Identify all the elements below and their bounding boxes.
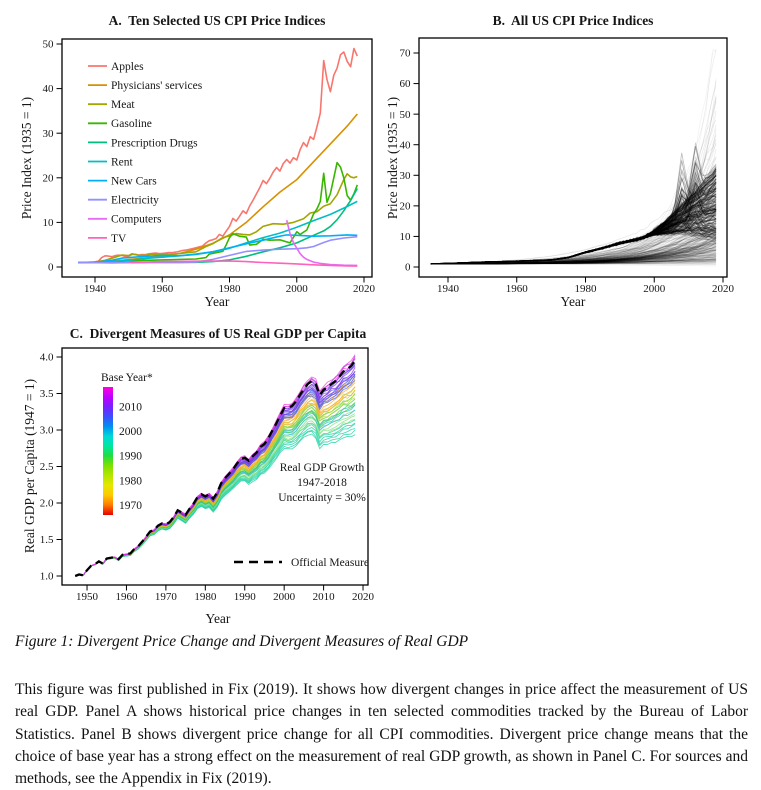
tick-label: 1980 <box>194 591 217 603</box>
legend-label: TV <box>111 232 127 245</box>
figure-description: This figure was first published in Fix (2019). It shows how divergent changes in price affect the measurement of US real GDP. Panel A shows historical price changes in ten selected commodities tracked by the Bureau of Labor Statistics. Panel B shows divergent price change for all CPI commodities. Divergent price change means that the choice of base year has a strong effect on the measurement of real GDP growth, as shown in Panel C. For sources and methods, see the Appendix in Fix (2019). <box>15 681 748 788</box>
panel-c-gdp-measures <box>22 326 375 626</box>
tick-label: 1980 <box>218 283 241 295</box>
legend-label: Meat <box>111 99 135 112</box>
tick-label: 4.0 <box>39 351 54 364</box>
figure-caption: Figure 1: Divergent Price Change and Divergent Measures of Real GDP <box>15 633 469 650</box>
tick-label: 1980 <box>574 283 597 295</box>
annotation-line-1: Real GDP Growth <box>279 462 365 474</box>
legend-item-apples <box>88 61 144 73</box>
colorbar-label: Base Year* <box>101 372 153 384</box>
panel-b-xlabel: Year <box>560 294 586 309</box>
tick-label: 20 <box>42 172 54 185</box>
tick-label: 3.5 <box>39 388 54 401</box>
tick-label: 30 <box>42 127 54 140</box>
colorbar-tick-label: 1990 <box>119 450 142 463</box>
panel-a-ylabel: Price Index (1935 = 1) <box>19 96 34 220</box>
cpi-commodity-line <box>431 111 716 264</box>
tick-label: 1.0 <box>39 570 54 583</box>
tick-label: 40 <box>399 139 411 152</box>
tick-label: 20 <box>399 200 411 213</box>
gdp-measure-line-base-2000 <box>75 404 355 576</box>
cpi-commodity-line <box>431 96 716 264</box>
tick-label: 1950 <box>76 591 99 603</box>
tick-label: 60 <box>399 78 411 91</box>
legend-item-electricity <box>88 195 159 207</box>
colorbar-tick-label: 2010 <box>119 401 142 414</box>
legend-item-tv <box>88 233 127 245</box>
colorbar-gradient <box>103 387 113 515</box>
tick-label: 30 <box>399 169 411 182</box>
panel-b-ylabel: Price Index (1935 = 1) <box>385 96 400 220</box>
base-year-colorbar <box>101 372 153 515</box>
official-measure-label: Official Measure <box>291 557 370 569</box>
tick-label: 2000 <box>285 283 308 295</box>
tick-label: 0 <box>48 261 54 274</box>
tick-label: 1.5 <box>39 534 54 547</box>
tick-label: 50 <box>399 108 411 121</box>
legend-label: Gasoline <box>111 118 152 131</box>
tick-label: 1960 <box>505 283 528 295</box>
legend-label: Computers <box>111 213 162 226</box>
panel-a-legend <box>88 61 203 245</box>
legend-item-physicians-services <box>88 80 203 92</box>
tick-label: 1970 <box>154 591 177 603</box>
panel-b-cpi-all <box>385 13 734 309</box>
gdp-measure-line-base-1983 <box>75 405 355 576</box>
tick-label: 2000 <box>273 591 296 603</box>
legend-item-meat <box>88 99 135 111</box>
legend-label: Rent <box>111 156 133 169</box>
legend-item-prescription-drugs <box>88 137 198 149</box>
tick-label: 0 <box>405 261 411 274</box>
colorbar-tick-label: 1980 <box>119 475 142 488</box>
legend-label: Apples <box>111 60 144 73</box>
tick-label: 2.0 <box>39 497 54 510</box>
tick-label: 1960 <box>115 591 138 603</box>
uncertainty-annotation <box>278 462 366 504</box>
legend-label: Physicians' services <box>111 80 203 92</box>
colorbar-tick-label: 2000 <box>119 426 142 439</box>
tick-label: 50 <box>42 38 54 51</box>
tick-label: 1990 <box>233 591 256 603</box>
tick-label: 2010 <box>312 591 335 603</box>
colorbar-tick-label: 1970 <box>119 499 142 512</box>
legend-item-rent <box>88 156 134 168</box>
official-measure-legend <box>234 557 369 569</box>
tick-label: 2.5 <box>39 461 54 474</box>
annotation-line-2: 1947-2018 <box>297 477 347 489</box>
panel-c-ylabel: Real GDP per Capita (1947 = 1) <box>22 378 37 554</box>
legend-item-new-cars <box>88 176 157 188</box>
panel-c-title: C. Divergent Measures of US Real GDP per Capita <box>69 326 367 341</box>
cpi-commodity-line <box>431 81 716 264</box>
panel-a-cpi-selected <box>19 13 376 309</box>
panel-a-title: A. Ten Selected US CPI Price Indices <box>108 13 326 28</box>
tick-label: 40 <box>42 83 54 96</box>
tick-label: 1960 <box>151 283 174 295</box>
tick-label: 2020 <box>352 591 375 603</box>
legend-item-gasoline <box>88 118 152 130</box>
annotation-line-3: Uncertainty = 30% <box>278 492 366 504</box>
gdp-measure-line-base-2000 <box>75 405 355 576</box>
legend-label: Prescription Drugs <box>111 137 198 150</box>
legend-label: Electricity <box>111 194 159 207</box>
tick-label: 2000 <box>643 283 666 295</box>
legend-label: New Cars <box>111 175 157 188</box>
panel-a-xlabel: Year <box>204 294 230 309</box>
tick-label: 2020 <box>711 283 734 295</box>
tick-label: 10 <box>42 217 54 229</box>
panel-b-title: B. All US CPI Price Indices <box>492 13 654 28</box>
tick-label: 10 <box>399 231 411 244</box>
tick-label: 70 <box>399 47 411 60</box>
tick-label: 1940 <box>436 283 459 295</box>
tick-label: 2020 <box>353 283 376 295</box>
panel-c-xlabel: Year <box>205 611 231 626</box>
legend-item-computers <box>88 214 162 226</box>
tick-label: 1940 <box>84 283 107 295</box>
gdp-measure-line-base-2004 <box>75 375 355 576</box>
tick-label: 3.0 <box>39 424 54 437</box>
